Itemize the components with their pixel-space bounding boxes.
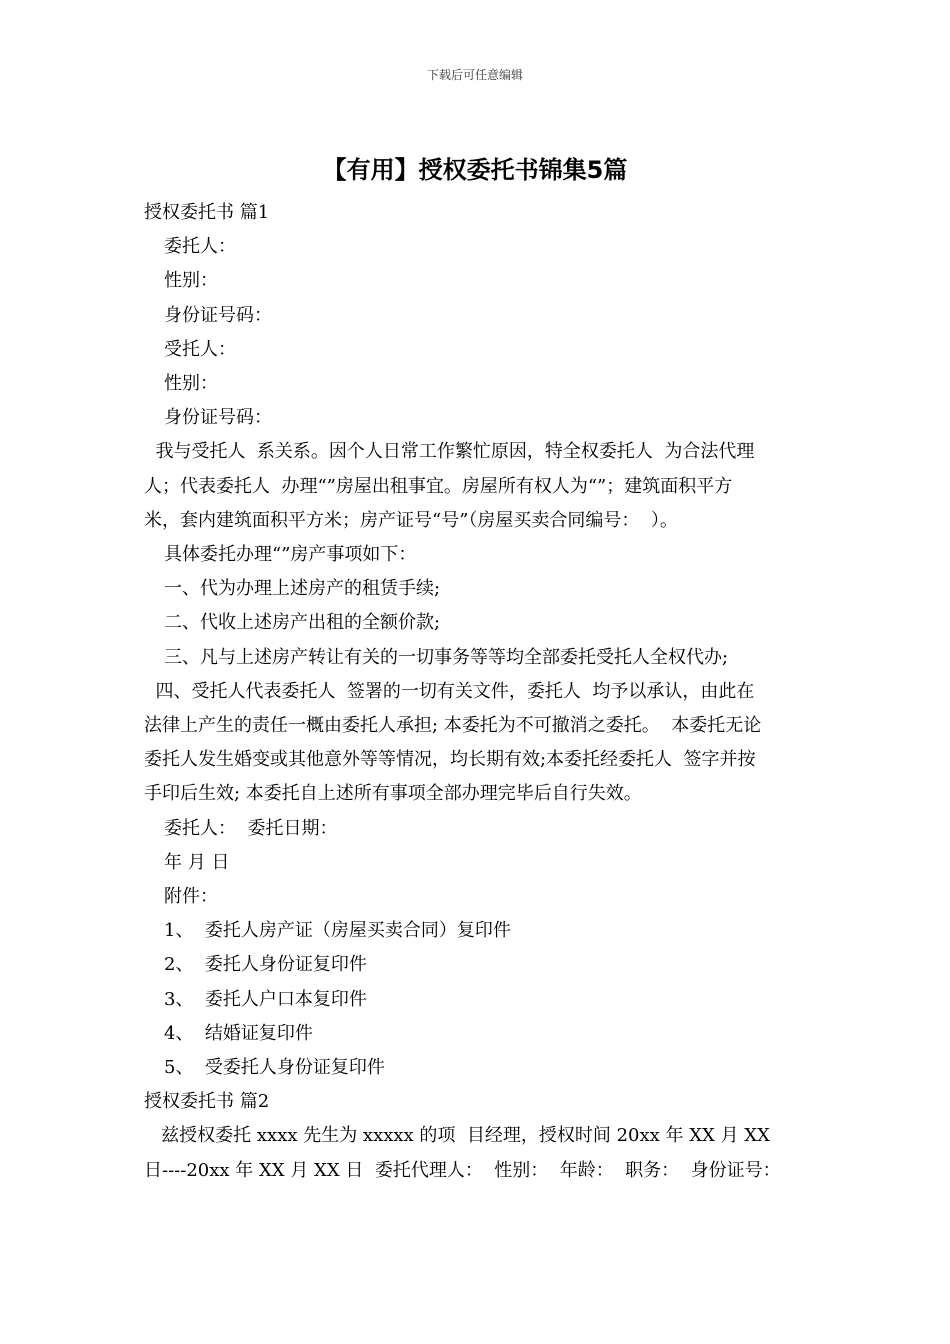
paragraph-line: 日----20xx 年 XX 月 XX 日 委托代理人： 性别： 年龄： 职务： 身份证号： <box>144 1159 781 1181</box>
attachments-label: 附件： <box>164 886 218 908</box>
list-item: 二、代收上述房产出租的全额价款; <box>164 612 441 634</box>
paragraph-line: 米，套内建筑面积平方米；房产证号“号”（房屋买卖合同编号： ）。 <box>144 509 678 531</box>
items-intro: 具体委托办理“”房产事项如下： <box>164 544 417 566</box>
list-item: 三、凡与上述房产转让有关的一切事务等等均全部委托受托人全权代办; <box>164 646 729 668</box>
field-agent-id: 身份证号码： <box>164 407 272 429</box>
paragraph-line: 法律上产生的责任一概由委托人承担; 本委托为不可撤消之委托。 本委托无论 <box>144 715 762 737</box>
signature-line: 委托人： 委托日期： <box>164 817 338 839</box>
date-line: 年 月 日 <box>164 851 230 873</box>
field-agent: 受托人： <box>164 338 236 360</box>
section-heading: 授权委托书 篇2 <box>144 1091 270 1113</box>
attachment-item: 4、 结婚证复印件 <box>164 1022 313 1044</box>
attachment-item: 5、 受委托人身份证复印件 <box>164 1057 385 1079</box>
field-client: 委托人： <box>164 236 236 258</box>
paragraph-line: 委托人发生婚变或其他意外等等情况，均长期有效;本委托经委托人 签字并按 <box>144 749 756 771</box>
paragraph-authorization <box>144 435 810 538</box>
paragraph-line: 兹授权委托 xxxx 先生为 xxxxx 的项 目经理，授权时间 20xx 年 XX 月 XX <box>144 1125 770 1147</box>
field-client-gender: 性别： <box>164 270 218 292</box>
field-client-id: 身份证号码： <box>164 304 272 326</box>
header-note: 下载后可任意编辑 <box>426 68 523 82</box>
section-heading: 授权委托书 篇1 <box>144 202 270 223</box>
attachment-item: 3、 委托人户口本复印件 <box>164 988 367 1010</box>
attachment-item: 2、 委托人身份证复印件 <box>164 954 367 976</box>
paragraph-section2 <box>144 1119 810 1187</box>
list-item: 一、代为办理上述房产的租赁手续; <box>164 578 441 600</box>
document-title: 【有用】授权委托书锦集5篇 <box>322 156 628 184</box>
field-agent-gender: 性别： <box>164 373 218 395</box>
attachment-item: 1、 委托人房产证（房屋买卖合同）复印件 <box>164 920 511 942</box>
paragraph-line: 人；代表委托人 办理“”房屋出租事宜。房屋所有权人为“”；建筑面积平方 <box>144 475 733 497</box>
document-body <box>144 196 810 1188</box>
paragraph-line: 四、受托人代表委托人 签署的一切有关文件，委托人 均予以承认，由此在 <box>144 680 755 702</box>
paragraph-line: 我与受托人 系关系。因个人日常工作繁忙原因，特全权委托人 为合法代理 <box>144 441 755 463</box>
paragraph-line: 手印后生效; 本委托自上述所有事项全部办理完毕后自行失效。 <box>144 783 642 805</box>
paragraph-item-four <box>144 675 810 812</box>
